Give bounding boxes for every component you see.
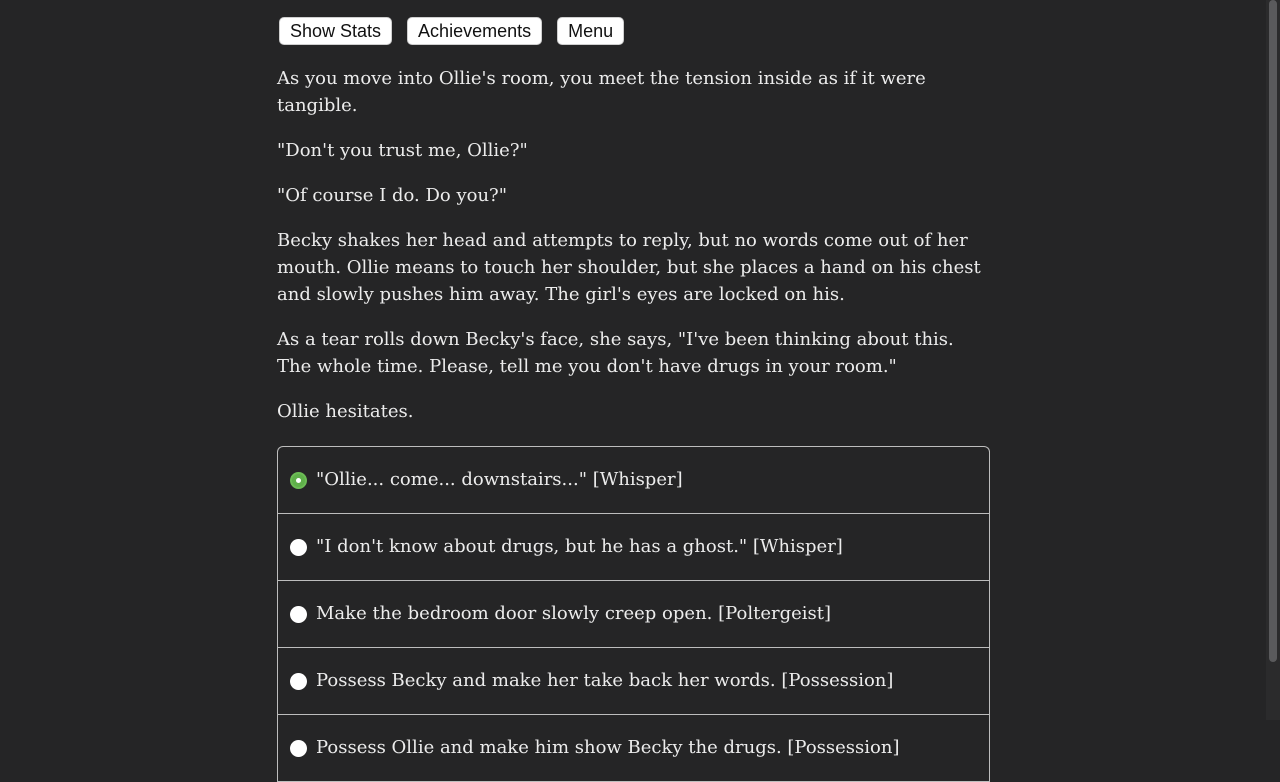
radio-button[interactable] — [290, 472, 307, 489]
story-paragraph: Ollie hesitates. — [277, 401, 414, 422]
radio-button[interactable] — [290, 673, 307, 690]
choice-label: Make the bedroom door slowly creep open. [Poltergeist] — [316, 603, 832, 624]
story-paragraph: "Don't you trust me, Ollie?" — [277, 140, 528, 161]
choice-list — [277, 446, 990, 782]
story-paragraph: As you move into Ollie's room, you meet the tension inside as if it were tangible. — [277, 68, 926, 116]
scrollbar[interactable] — [1266, 0, 1280, 720]
radio-button[interactable] — [290, 740, 307, 757]
story-paragraph: Becky shakes her head and attempts to reply, but no words come out of her mouth. Ollie means to touch her shoulder, but she places a hand on his chest and slowly pushes him away. The girl's eyes are locked on his. — [277, 230, 981, 305]
choice-option[interactable] — [278, 447, 989, 514]
choice-label: "I don't know about drugs, but he has a ghost." [Whisper] — [316, 536, 843, 557]
scrollbar-thumb[interactable] — [1269, 0, 1277, 662]
radio-button[interactable] — [290, 606, 307, 623]
story-paragraph: As a tear rolls down Becky's face, she says, "I've been thinking about this. The whole time. Please, tell me you don't have drugs in your room." — [277, 329, 954, 377]
story-paragraph: "Of course I do. Do you?" — [277, 185, 507, 206]
choice-option[interactable] — [278, 581, 989, 648]
menu-button[interactable]: Menu — [557, 17, 624, 45]
toolbar — [279, 17, 990, 45]
choice-label: Possess Ollie and make him show Becky the drugs. [Possession] — [316, 737, 900, 758]
choice-label: Possess Becky and make her take back her words. [Possession] — [316, 670, 894, 691]
choice-label: "Ollie... come... downstairs..." [Whisper] — [316, 469, 683, 490]
choice-option[interactable] — [278, 514, 989, 581]
radio-button[interactable] — [290, 539, 307, 556]
show-stats-button[interactable]: Show Stats — [279, 17, 392, 45]
achievements-button[interactable]: Achievements — [407, 17, 542, 45]
story-text — [277, 65, 990, 425]
choice-option[interactable] — [278, 715, 989, 782]
game-content — [277, 17, 990, 782]
choice-option[interactable] — [278, 648, 989, 715]
